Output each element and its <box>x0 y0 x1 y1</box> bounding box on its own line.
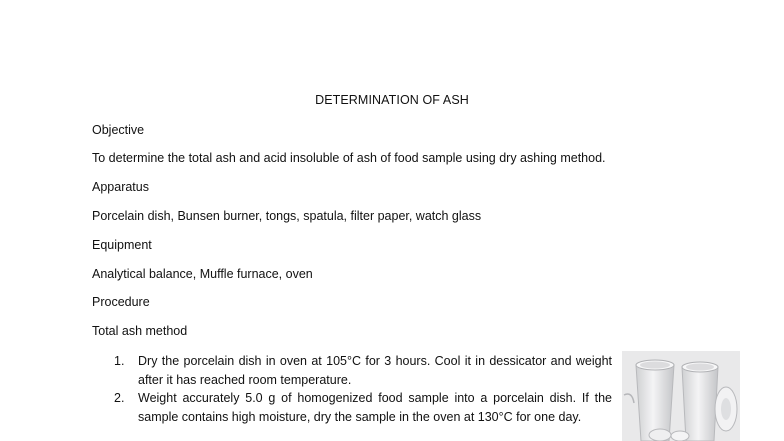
apparatus-text: Porcelain dish, Bunsen burner, tongs, spatula, filter paper, watch glass <box>92 209 482 223</box>
porcelain-crucibles-image <box>622 351 740 441</box>
procedure-step <box>114 389 612 426</box>
step-number: 1. <box>114 354 125 368</box>
step-number: 2. <box>114 391 125 405</box>
step-text: Dry the porcelain dish in oven at 105°C for 3 hours. Cool it in dessicator and weight after it has reached room temperature. <box>138 354 612 387</box>
procedure-heading: Procedure <box>92 295 150 309</box>
procedure-steps-list <box>114 352 612 426</box>
porcelain-crucibles-icon <box>622 351 740 441</box>
method-heading: Total ash method <box>92 324 188 338</box>
apparatus-heading: Apparatus <box>92 180 149 194</box>
equipment-heading: Equipment <box>92 238 152 252</box>
procedure-step <box>114 352 612 389</box>
document-title: DETERMINATION OF ASH <box>315 93 469 107</box>
objective-text: To determine the total ash and acid insoluble of ash of food sample using dry ashing method. <box>92 151 606 165</box>
step-text: Weight accurately 5.0 g of homogenized food sample into a porcelain dish. If the sample contains high moisture, dry the sample in the oven at 130°C for one day. <box>138 391 612 424</box>
objective-heading: Objective <box>92 123 145 137</box>
equipment-text: Analytical balance, Muffle furnace, oven <box>92 267 313 281</box>
